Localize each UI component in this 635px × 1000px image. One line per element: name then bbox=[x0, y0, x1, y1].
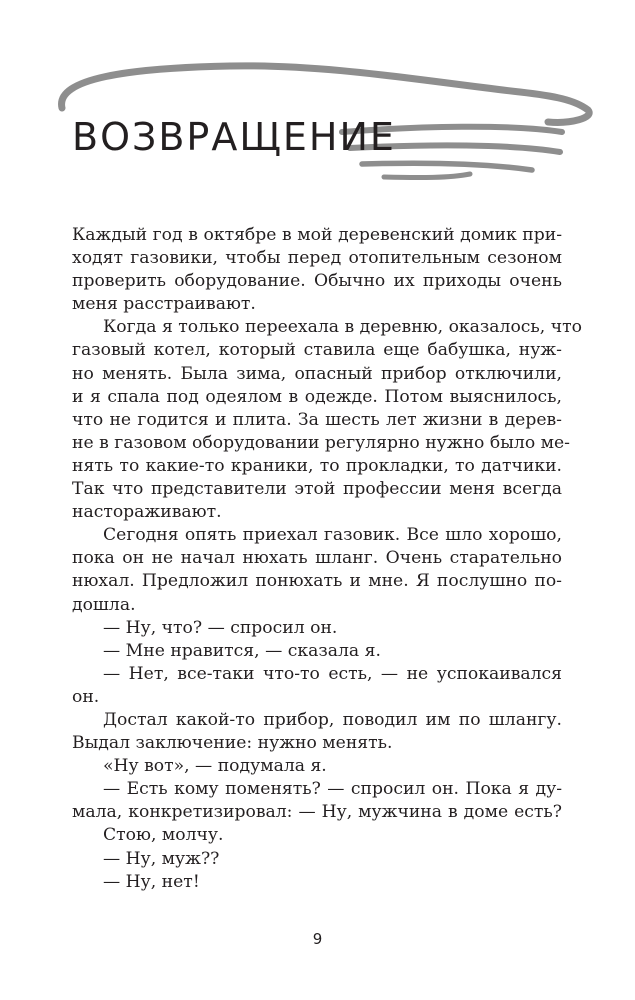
text-line: Стою, молчу. bbox=[103, 825, 224, 846]
text-line: «Ну вот», — подумала я. bbox=[103, 756, 327, 777]
chapter-body-text bbox=[72, 224, 582, 894]
text-line: — Ну, муж?? bbox=[103, 848, 220, 869]
text-line: Так что представители этой профессии меня всегда bbox=[72, 479, 562, 500]
text-line: нять то какие-то краники, то прокладки, то датчики. bbox=[72, 455, 562, 476]
text-line: — Ну, что? — спросил он. bbox=[103, 617, 338, 638]
text-line: Выдал заключение: нужно менять. bbox=[72, 733, 393, 754]
text-line: он. bbox=[72, 686, 100, 707]
text-line: — Ну, нет! bbox=[103, 871, 200, 892]
text-line: ходят газовики, чтобы перед отопительным сезоном bbox=[72, 248, 562, 269]
text-line: Сегодня опять приехал газовик. Все шло хорошо, bbox=[103, 525, 562, 546]
text-line: нюхал. Предложил понюхать и мне. Я послушно по- bbox=[72, 571, 562, 592]
text-line: Каждый год в октябре в мой деревенский домик при- bbox=[72, 225, 562, 245]
chapter-title: ВОЗВРАЩЕНИЕ bbox=[72, 115, 396, 159]
text-line: настораживают. bbox=[72, 502, 222, 523]
text-line: но менять. Была зима, опасный прибор отключили, bbox=[72, 363, 562, 384]
text-line: Достал какой-то прибор, поводил им по шлангу. bbox=[103, 709, 562, 730]
text-line: мала, конкретизировал: — Ну, мужчина в доме есть? bbox=[72, 802, 562, 823]
text-line: газовый котел, который ставила еще бабушка, нуж- bbox=[72, 340, 562, 361]
text-line: Когда я только переехала в деревню, оказалось, что bbox=[103, 317, 582, 338]
text-line: — Нет, все-таки что-то есть, — не успокаивался bbox=[103, 663, 562, 684]
text-line: проверить оборудование. Обычно их приходы очень bbox=[72, 271, 562, 292]
text-line: пока он не начал нюхать шланг. Очень старательно bbox=[72, 548, 562, 569]
text-line: дошла. bbox=[72, 594, 136, 615]
text-line: и я спала под одеялом в одежде. Потом выяснилось, bbox=[72, 386, 562, 407]
decorative-swoosh-ornament bbox=[0, 0, 635, 220]
text-line: — Мне нравится, — сказала я. bbox=[103, 640, 381, 661]
text-line: — Есть кому поменять? — спросил он. Пока я ду- bbox=[103, 779, 562, 800]
text-line: не в газовом оборудовании регулярно нужно было ме- bbox=[72, 432, 570, 453]
text-line: меня расстраивают. bbox=[72, 294, 256, 315]
page-number: 9 bbox=[312, 930, 323, 948]
text-line: что не годится и плита. За шесть лет жизни в дерев- bbox=[72, 409, 562, 430]
